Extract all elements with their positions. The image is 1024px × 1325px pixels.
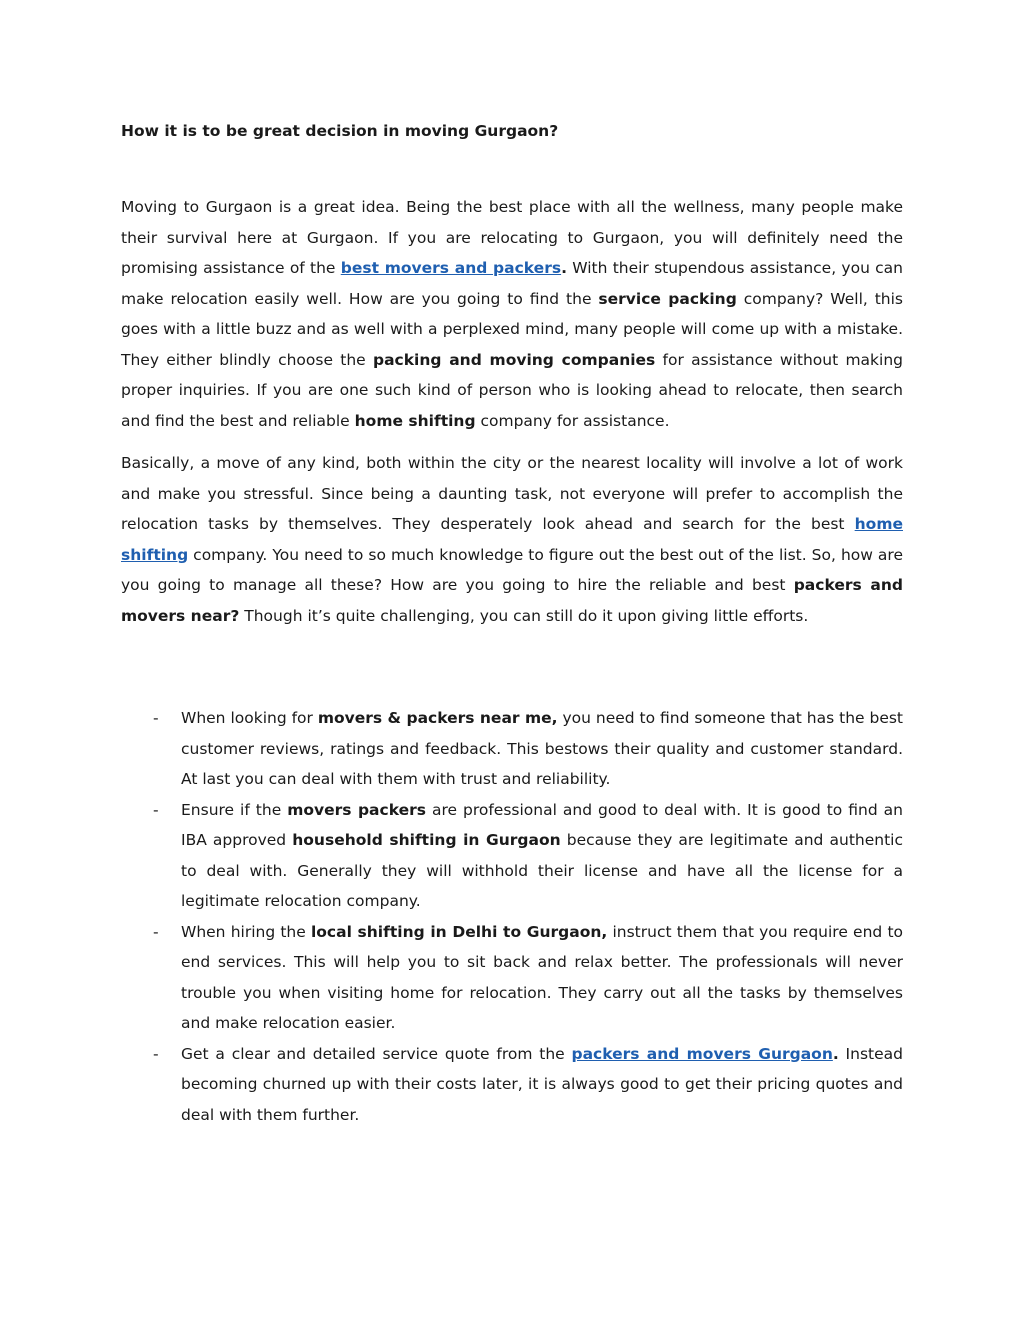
bold-text: household shifting in Gurgaon <box>292 831 561 849</box>
text-run: When hiring the <box>181 922 311 941</box>
text-run: Though it’s quite challenging, you can still do it upon giving little efforts. <box>239 606 809 625</box>
text-run: Moving to Gurgaon is a great idea. Being the best place with all the wellness, many people make their survival here at Gurgaon. If you are relocating to Gurgaon, you will definitely need the promising assistance of the <box>121 198 903 277</box>
list-bullet: - <box>153 709 159 727</box>
text-run: company. You need to so much knowledge to figure out the best out of the list. So, how are you going to manage all these? How are you going to hire the reliable and best <box>121 545 903 594</box>
inline-link[interactable]: packers and movers Gurgaon <box>571 1044 833 1063</box>
list-item <box>121 1039 903 1131</box>
bold-text: movers & packers near me, <box>317 709 558 727</box>
list-bullet: - <box>153 922 159 941</box>
text-run: you need to find someone that has the best customer reviews, ratings and feedback. This bestows their quality and customer standard. At last you can deal with them with trust and reliability. <box>181 709 904 788</box>
list-item-text <box>181 703 903 795</box>
text-run: Instead becoming churned up with their costs later, it is always good to get their pricing quotes and deal with them further. <box>181 1044 903 1124</box>
bold-text: service packing <box>598 289 737 308</box>
bold-text: . <box>832 1044 839 1063</box>
list-bullet: - <box>153 1044 159 1063</box>
text-run: Ensure if the <box>181 800 288 819</box>
list-item-text <box>181 795 903 917</box>
document-page <box>121 118 903 1130</box>
text-run: because they are legitimate and authentic to deal with. Generally they will withhold their license and have all the license for a legitimate relocation company. <box>181 831 903 910</box>
bold-text: packers and movers near? <box>121 576 903 625</box>
bold-text: local shifting in Delhi to Gurgaon, <box>310 922 608 941</box>
bold-text: home shifting <box>354 411 476 430</box>
bold-text: . <box>561 259 567 277</box>
text-run: instruct them that you require end to end services. This will help you to sit back and relax better. The professionals will never trouble you when visiting home for relocation. They carry out all the tasks by themselves and make relocation easier. <box>181 922 904 1032</box>
bold-text: packing and moving companies <box>372 350 656 369</box>
paragraph-1 <box>121 192 903 436</box>
list-item-text <box>181 917 903 1039</box>
inline-link[interactable]: home shifting <box>121 515 903 564</box>
list-item <box>121 703 903 795</box>
document-title: How it is to be great decision in moving Gurgaon? <box>121 122 559 140</box>
tips-list <box>121 703 903 1130</box>
text-run: company for assistance. <box>475 411 670 430</box>
text-run: Get a clear and detailed service quote from the <box>181 1044 572 1063</box>
text-run: are professional and good to deal with. It is good to find an IBA approved <box>181 800 903 849</box>
list-item <box>121 795 903 917</box>
paragraph-2 <box>121 448 903 631</box>
bold-text: movers packers <box>287 800 426 819</box>
text-run: With their stupendous assistance, you can make relocation easily well. How are you going to find the <box>121 259 903 308</box>
text-run: When looking for <box>181 709 318 727</box>
text-run: Basically, a move of any kind, both within the city or the nearest locality will involve a lot of work and make you stressful. Since being a daunting task, not everyone will prefer to accomplish the relocation tasks by themselves. They desperately look ahead and search for the best <box>121 454 903 533</box>
text-run: company? Well, this goes with a little buzz and as well with a perplexed mind, many people will come up with a mistake. They either blindly choose the <box>121 289 903 369</box>
text-run: for assistance without making proper inquiries. If you are one such kind of person who is looking ahead to relocate, then search and find the best and reliable <box>121 350 903 430</box>
list-item <box>121 917 903 1039</box>
list-item-text <box>181 1039 903 1131</box>
list-bullet: - <box>153 800 159 819</box>
inline-link[interactable]: best movers and packers <box>340 259 562 277</box>
